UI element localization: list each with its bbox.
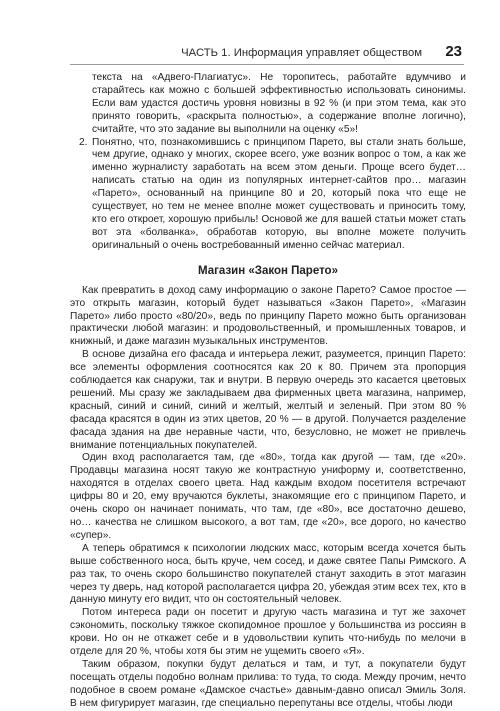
paragraph: Потом интереса ради он посетит и другую часть магазина и тут же захочет сэкономить, поскольку тяжкое скопидомное прошлое у большинства из россиян в крови. Но он не откажет себе и в удовольствии купить что-нибудь по мелочи в отделе для 20 %, чтобы хотя бы этим не ущемить своего «Я». — [70, 607, 466, 658]
list-item-1-continuation: текста на «Адвего-Плагиатус». Не торопитесь, работайте вдумчиво и старайтесь как можно с большей эффективностью использовать синонимы. Если вам удастся достичь уровня новизны в 92 % (и при этом тема, как это принято говорить, «раскрыта полностью», а содержание вполне логично), считайте, что это задание вы выполнили на оценку «5»! — [92, 72, 466, 135]
section-heading: Магазин «Закон Парето» — [198, 264, 338, 277]
list-item-text: Понятно, что, познакомившись с принципом Парето, вы стали знать больше, чем другие, однако у многих, скорее всего, уже возник вопрос о том, а как же именно журналисту заработать на всем этом деньги. Проще всего будет… написать статью на один из популярных интернет-сайтов про… магазин «Парето», основанный на принципе 80 и 20, который пока что еще не существует, но тем не менее вполне может существовать и приносить тому, кто его откроет, хорошую прибыль! Основой же для вашей статьи может стать вот эта «болванка», обработав которую, вы вполне можете получить оригинальный о очень востребованный именно сейчас материал. — [92, 136, 466, 251]
page-body — [70, 72, 466, 711]
paragraph: Один вход располагается там, где «80», тогда как другой — там, где «20». Продавцы магазина носят такую же контрастную униформу и, соответственно, находятся в отделах своего цвета. Над каждым входом посетителя встречают цифры 80 и 20, ему вручаются буклеты, знакомящие его с принципом Парето, и очень скоро он начинает понимать, что там, где «80», все достаточно дешево, но… качества не слишком высокого, а вот там, где «20», все дорого, но качество «супер». — [70, 452, 466, 541]
page-number: 23 — [445, 43, 462, 60]
numbered-list — [70, 72, 466, 253]
paragraph: А теперь обратимся к психологии людских масс, которым всегда хочется быть выше собственного носа, быть круче, чем сосед, и даже святее Папы Римского. А раз так, то очень скоро большинство покупателей станут заходить в этот магазин через ту дверь, над которой располагается цифра 20, убеждая этим всех тех, кто в данную минуту его видит, что он состоятельный человек. — [70, 542, 466, 606]
list-item-number: 2. — [79, 136, 88, 148]
paragraph: Как превратить в доход саму информацию о законе Парето? Самое простое — это открыть магазин, который будет называться «Закон Парето», «Магазин Парето» либо просто «80/20», ведь по принципу Парето можно быть организован практически любой магазин: и продовольственный, и промышленных товаров, и книжный, и даже магазин музыкальных инструментов. — [70, 284, 466, 348]
running-header — [0, 43, 500, 65]
chapter-title: ЧАСТЬ 1. Информация управляет обществом — [181, 47, 422, 59]
list-item-2 — [79, 136, 466, 253]
paragraph: Таким образом, покупки будут делаться и там, и тут, а покупатели будут посещать отделы подобно волнам прилива: то туда, то сюда. Между прочим, нечто подобное в своем романе «Дамское счастье» давным-давно описал Эмиль Золя. В нем фигурирует магазин, где специально перепутаны все отделы, чтобы люди — [70, 658, 466, 709]
header-rule — [70, 64, 464, 65]
paragraph: В основе дизайна его фасада и интерьера лежит, разумеется, принцип Парето: все элементы оформления соотносятся как 20 к 80. Причем эта пропорция соблюдается как снаружи, так и внутри. В первую очередь это касается цветовых решений. Мы сразу же закладываем два фирменных цвета магазина, например, красный, синий и синий, синий и желтый, желтый и зеленый. При этом 80 % фасада красятся в один из этих цветов, 20 % — в другой. Получается разделение фасада здания на две неравные части, что, безусловно, не может не привлечь внимание потенциальных покупателей. — [70, 349, 466, 451]
